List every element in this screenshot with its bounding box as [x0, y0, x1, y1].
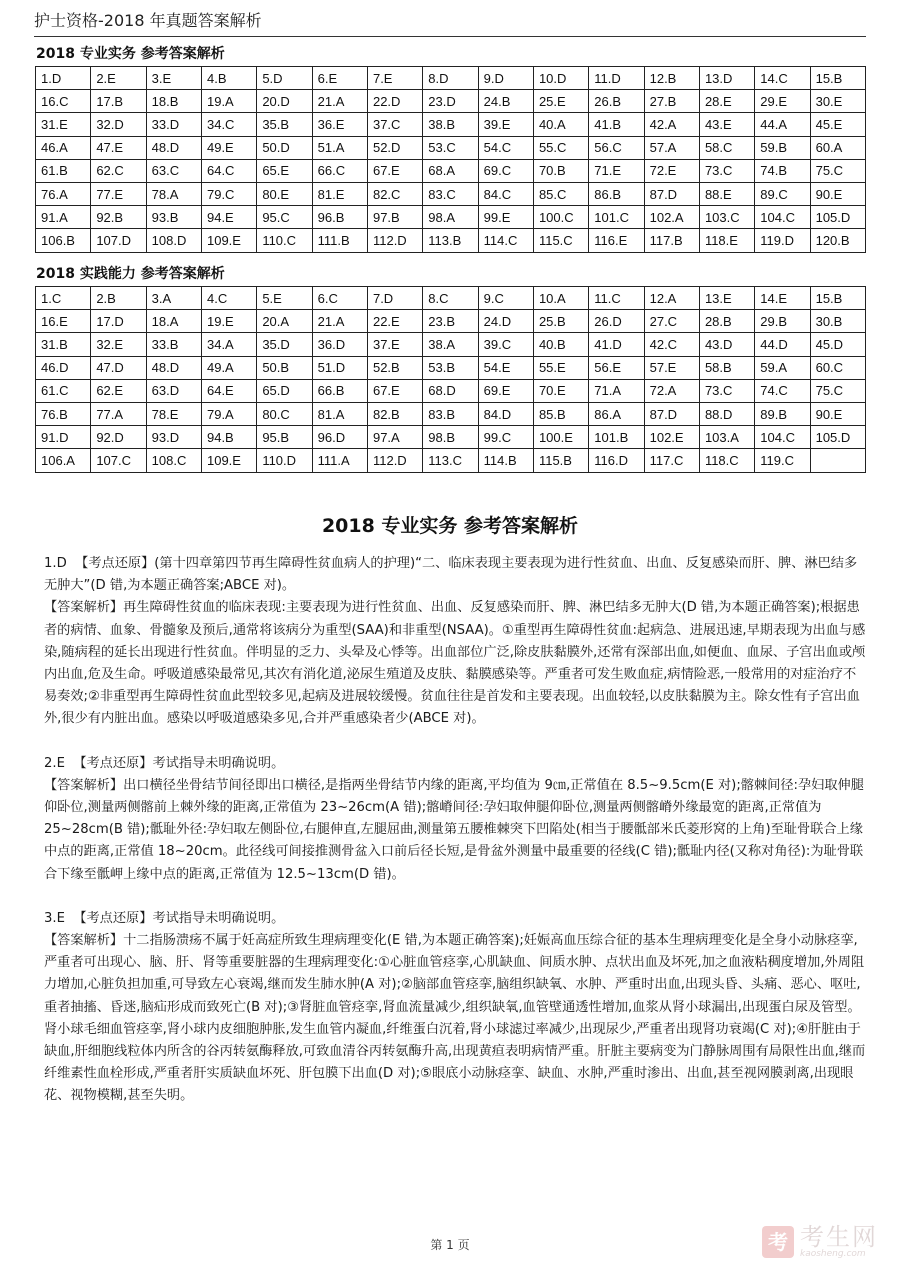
answer-cell: 42.C: [644, 333, 699, 356]
answer-cell: 7.D: [367, 287, 422, 310]
q1-number: 1.D: [44, 556, 67, 571]
answer-cell: 40.B: [533, 333, 588, 356]
answer-cell: 14.C: [755, 67, 810, 90]
q2-number: 2.E: [44, 755, 65, 771]
answer-cell: 25.E: [533, 90, 588, 113]
answer-cell: 49.A: [201, 356, 256, 379]
q1-kp-text: (第十四章第四节再生障碍性贫血病人的护理)“二、临床表现主要表现为进行性贫血、出血、反复感染而肝、脾、淋巴结多无肿大”(D 错,为本题正确答案;ABCE 对)。: [44, 556, 858, 594]
answer-cell: 6.C: [312, 287, 367, 310]
answer-cell: 95.B: [257, 426, 312, 449]
answer-cell: 17.B: [91, 90, 146, 113]
answer-cell: 102.A: [644, 206, 699, 229]
table-row: [36, 113, 866, 136]
answer-cell: 75.C: [810, 379, 865, 402]
answer-cell: 77.E: [91, 182, 146, 205]
answer-cell: 98.B: [423, 426, 478, 449]
answer-cell: 47.E: [91, 136, 146, 159]
answer-cell: 68.D: [423, 379, 478, 402]
answer-cell: 93.B: [146, 206, 201, 229]
answer-cell: 113.C: [423, 449, 478, 472]
answer-cell: 56.C: [589, 136, 644, 159]
answer-cell: 74.B: [755, 159, 810, 182]
q3-ans-tag: 【答案解析】: [44, 933, 124, 949]
q1-ans-text: 再生障碍性贫血的临床表现:主要表现为进行性贫血、出血、反复感染而肝、脾、淋巴结多无肿大(D 错,为本题正确答案);根据患者的病情、血象、骨髓象及预后,通常将该病分为重型(SAA)和非重型(NSAA)。①重型再生障碍性贫血:起病急、进展迅速,早期表现为出血与感染,随病程的延长出现进行性贫血。伴明显的乏力、头晕及心悸等。出血部位广泛,除皮肤黏膜外,还常有深部出血,如便血、血尿、子宫出血或颅内出血,危及生命。呼吸道感染最常见,其次有消化道,泌尿生殖道及皮肤、黏膜感染等。严重者可发生败血症,病情险恶,一般常用的对症治疗不易奏效;②非重型再生障碍性贫血此型较多见,起病及进展较缓慢。贫血往往是首发和主要表现。出血较轻,以皮肤黏膜为主。除女性有子宫出血外,很少有内脏出血。感染以呼吸道感染多见,合并严重感染者少(ABCE 对)。: [44, 600, 866, 727]
answer-cell: 47.D: [91, 356, 146, 379]
answer-cell: 53.C: [423, 136, 478, 159]
answer-cell: 97.A: [367, 426, 422, 449]
answer-cell: 26.B: [589, 90, 644, 113]
page-header-title: 护士资格-2018 年真题答案解析: [34, 11, 262, 30]
answer-cell: 10.A: [533, 287, 588, 310]
answer-table-practical-ability: [35, 286, 866, 473]
answer-cell: 41.B: [589, 113, 644, 136]
q2-kp-text: 考试指导未明确说明。: [152, 755, 285, 771]
answer-cell: 66.B: [312, 379, 367, 402]
answer-cell: 111.A: [312, 449, 367, 472]
answer-cell: 8.D: [423, 67, 478, 90]
answer-cell: 85.C: [533, 182, 588, 205]
table-row: [36, 136, 866, 159]
answer-cell: 81.E: [312, 182, 367, 205]
answer-cell: 115.C: [533, 229, 588, 252]
answer-cell: 75.C: [810, 159, 865, 182]
q1-knowledge-point: [44, 553, 866, 597]
answer-cell: 118.C: [699, 449, 754, 472]
answer-cell: 46.D: [36, 356, 91, 379]
answer-cell: 87.D: [644, 402, 699, 425]
answer-cell: 93.D: [146, 426, 201, 449]
answer-cell: 107.C: [91, 449, 146, 472]
watermark-logo: [762, 1225, 878, 1259]
answer-cell: 32.E: [91, 333, 146, 356]
answer-cell: 35.B: [257, 113, 312, 136]
table-row: [36, 426, 866, 449]
answer-cell: 9.D: [478, 67, 533, 90]
table-row: [36, 402, 866, 425]
answer-cell: 71.A: [589, 379, 644, 402]
answer-cell: 119.C: [755, 449, 810, 472]
answer-cell: 92.B: [91, 206, 146, 229]
answer-cell: 4.B: [201, 67, 256, 90]
answer-cell: 81.A: [312, 402, 367, 425]
answer-cell: 109.E: [201, 229, 256, 252]
answer-cell: 65.D: [257, 379, 312, 402]
answer-cell: 102.E: [644, 426, 699, 449]
answer-table-professional-practice: [35, 66, 866, 253]
answer-cell: 70.E: [533, 379, 588, 402]
answer-cell: 1.D: [36, 67, 91, 90]
answer-cell: 83.C: [423, 182, 478, 205]
answer-cell: 33.B: [146, 333, 201, 356]
answer-cell: 106.B: [36, 229, 91, 252]
answer-cell: 51.D: [312, 356, 367, 379]
answer-cell: 14.E: [755, 287, 810, 310]
answer-cell: 5.E: [257, 287, 312, 310]
answer-cell: 1.C: [36, 287, 91, 310]
answer-cell: 115.B: [533, 449, 588, 472]
answer-cell: 40.A: [533, 113, 588, 136]
answer-cell: 60.A: [810, 136, 865, 159]
answer-cell: 23.D: [423, 90, 478, 113]
answer-cell: 48.D: [146, 356, 201, 379]
answer-cell: 7.E: [367, 67, 422, 90]
answer-cell: 119.D: [755, 229, 810, 252]
answer-cell: 29.B: [755, 310, 810, 333]
answer-cell: 111.B: [312, 229, 367, 252]
answer-cell: 78.A: [146, 182, 201, 205]
table-row: [36, 356, 866, 379]
answer-cell: 42.A: [644, 113, 699, 136]
q3-answer-analysis: [44, 930, 866, 1108]
answer-cell: 53.B: [423, 356, 478, 379]
answer-cell: 28.B: [699, 310, 754, 333]
page-number: 第 1 页: [430, 1238, 470, 1252]
q2-ans-tag: 【答案解析】: [44, 777, 124, 793]
answer-cell: 94.B: [201, 426, 256, 449]
answer-cell: 63.D: [146, 379, 201, 402]
logo-text: [800, 1225, 878, 1259]
answer-cell: 103.C: [699, 206, 754, 229]
answer-cell: 2.B: [91, 287, 146, 310]
answer-cell: 19.A: [201, 90, 256, 113]
answer-cell: 25.B: [533, 310, 588, 333]
answer-cell: 43.E: [699, 113, 754, 136]
answer-cell: 82.B: [367, 402, 422, 425]
answer-cell: 64.E: [201, 379, 256, 402]
answer-cell: 74.C: [755, 379, 810, 402]
answer-cell: 100.C: [533, 206, 588, 229]
answer-cell: 36.E: [312, 113, 367, 136]
answer-cell: 89.C: [755, 182, 810, 205]
answer-cell: 13.D: [699, 67, 754, 90]
answer-cell: 104.C: [755, 206, 810, 229]
answer-cell: 16.E: [36, 310, 91, 333]
answer-cell: 76.A: [36, 182, 91, 205]
answer-cell: 80.E: [257, 182, 312, 205]
section-label-professional-practice: 2018 专业实务 参考答案解析: [36, 46, 225, 62]
answer-cell: 17.D: [91, 310, 146, 333]
q3-number: 3.E: [44, 910, 65, 926]
answer-cell: 4.C: [201, 287, 256, 310]
answer-cell: 61.C: [36, 379, 91, 402]
answer-cell: 97.B: [367, 206, 422, 229]
answer-cell: 62.C: [91, 159, 146, 182]
q1-kp-tag: 【考点还原】: [75, 556, 155, 571]
answer-cell: 60.C: [810, 356, 865, 379]
answer-cell: 116.D: [589, 449, 644, 472]
answer-cell: 29.E: [755, 90, 810, 113]
answer-cell: 37.C: [367, 113, 422, 136]
answer-cell: 54.E: [478, 356, 533, 379]
answer-cell: 99.E: [478, 206, 533, 229]
answer-cell: 20.D: [257, 90, 312, 113]
answer-cell: 98.A: [423, 206, 478, 229]
answer-cell: 82.C: [367, 182, 422, 205]
answer-cell: 39.C: [478, 333, 533, 356]
answer-cell: 52.D: [367, 136, 422, 159]
answer-cell: 55.C: [533, 136, 588, 159]
answer-cell: 58.B: [699, 356, 754, 379]
table-row: [36, 287, 866, 310]
answer-cell: 112.D: [367, 229, 422, 252]
answer-cell: 36.D: [312, 333, 367, 356]
logo-icon: 考: [762, 1226, 794, 1258]
answer-cell: 72.A: [644, 379, 699, 402]
answer-cell: 90.E: [810, 402, 865, 425]
answer-cell: 10.D: [533, 67, 588, 90]
answer-cell: 69.C: [478, 159, 533, 182]
answer-cell: 70.B: [533, 159, 588, 182]
answer-cell: 71.E: [589, 159, 644, 182]
answer-cell: 108.D: [146, 229, 201, 252]
table-row: [36, 229, 866, 252]
answer-cell: 79.A: [201, 402, 256, 425]
answer-cell: 59.B: [755, 136, 810, 159]
answer-cell: 103.A: [699, 426, 754, 449]
page-title: 2018 专业实务 参考答案解析: [321, 515, 579, 537]
answer-cell: 11.C: [589, 287, 644, 310]
answer-cell: 24.D: [478, 310, 533, 333]
answer-cell: 86.B: [589, 182, 644, 205]
table-row: [36, 333, 866, 356]
answer-cell: 56.E: [589, 356, 644, 379]
answer-cell: 27.C: [644, 310, 699, 333]
answer-cell: 38.B: [423, 113, 478, 136]
answer-cell: 67.E: [367, 159, 422, 182]
answer-cell: 20.A: [257, 310, 312, 333]
answer-cell: 18.A: [146, 310, 201, 333]
answer-cell: 2.E: [91, 67, 146, 90]
table-row: [36, 449, 866, 472]
answer-cell: 99.C: [478, 426, 533, 449]
table-row: [36, 379, 866, 402]
answer-cell: 110.D: [257, 449, 312, 472]
logo-url: kaosheng.com: [800, 1249, 866, 1259]
analysis-content: [44, 553, 866, 1108]
answer-cell: 79.C: [201, 182, 256, 205]
answer-cell: 63.C: [146, 159, 201, 182]
answer-cell: 27.B: [644, 90, 699, 113]
answer-cell: 24.B: [478, 90, 533, 113]
answer-cell: 113.B: [423, 229, 478, 252]
answer-cell: 64.C: [201, 159, 256, 182]
answer-cell: 26.D: [589, 310, 644, 333]
answer-cell: 21.A: [312, 310, 367, 333]
answer-cell: 45.E: [810, 113, 865, 136]
answer-cell: 23.B: [423, 310, 478, 333]
answer-cell: 68.A: [423, 159, 478, 182]
q3-knowledge-point: [44, 908, 866, 930]
answer-cell: 3.A: [146, 287, 201, 310]
q3-ans-text: 十二指肠溃疡不属于妊高症所致生理病理变化(E 错,为本题正确答案);妊娠高血压综合征的基本生理病理变化是全身小动脉痉挛,严重者可出现心、脑、肝、肾等重要脏器的生理病理变化:①心脏血管痉挛,心肌缺血、间质水肿、点状出血及坏死,加之血液粘稠度增加,外周阻力增加,心脏负担加重,可导致左心衰竭,继而发生肺水肿(A 对);②脑部血管痉挛,脑组织缺氧、水肿、严重时出血,出现头昏、头痛、恶心、呕吐,重者抽搐、昏迷,脑疝形成而致死亡(B 对);③肾脏血管痉挛,肾血流量减少,组织缺氧,血管壁通透性增加,血浆从肾小球漏出,出现蛋白尿及管型。肾小球毛细血管痉挛,肾小球内皮细胞肿胀,发生血管内凝血,纤维蛋白沉着,肾小球滤过率减少,出现尿少,严重者出现肾功衰竭(C 对);④肝脏由于缺血,肝细胞线粒体内所含的谷丙转氨酶释放,可致血清谷丙转氨酶升高,出现黄疸表明病情严重。肝脏主要病变为门静脉周围有局限性出血,继而纤维素性血栓形成,严重者肝实质缺血坏死、肝包膜下出血(D 对);⑤眼底小动脉痉挛、缺血、水肿,严重时渗出、出血,甚至视网膜剥离,出现眼花、视物模糊,甚至失明。: [44, 933, 866, 1104]
answer-cell: 30.E: [810, 90, 865, 113]
answer-cell: 12.B: [644, 67, 699, 90]
answer-cell: 110.C: [257, 229, 312, 252]
answer-cell: 46.A: [36, 136, 91, 159]
q2-kp-tag: 【考点还原】: [73, 755, 153, 771]
answer-cell: 109.E: [201, 449, 256, 472]
answer-cell: 43.D: [699, 333, 754, 356]
answer-cell: 16.C: [36, 90, 91, 113]
answer-cell: 57.E: [644, 356, 699, 379]
answer-cell: 105.D: [810, 206, 865, 229]
answer-cell: 62.E: [91, 379, 146, 402]
q3-kp-text: 考试指导未明确说明。: [152, 910, 285, 926]
answer-cell: 101.C: [589, 206, 644, 229]
answer-cell: 50.D: [257, 136, 312, 159]
answer-cell: 32.D: [91, 113, 146, 136]
answer-cell: 34.A: [201, 333, 256, 356]
answer-cell: 91.A: [36, 206, 91, 229]
answer-cell: 117.C: [644, 449, 699, 472]
answer-cell: 44.D: [755, 333, 810, 356]
answer-cell: 108.C: [146, 449, 201, 472]
answer-cell: 18.B: [146, 90, 201, 113]
answer-cell: 76.B: [36, 402, 91, 425]
answer-cell: 61.B: [36, 159, 91, 182]
answer-cell: 8.C: [423, 287, 478, 310]
answer-cell: 21.A: [312, 90, 367, 113]
answer-cell: 35.D: [257, 333, 312, 356]
answer-cell: 45.D: [810, 333, 865, 356]
answer-cell: 84.D: [478, 402, 533, 425]
answer-cell: 77.A: [91, 402, 146, 425]
answer-cell: 54.C: [478, 136, 533, 159]
answer-cell: 107.D: [91, 229, 146, 252]
answer-cell: 80.C: [257, 402, 312, 425]
answer-cell: 33.D: [146, 113, 201, 136]
answer-cell: 11.D: [589, 67, 644, 90]
answer-cell: 85.B: [533, 402, 588, 425]
answer-cell: 118.E: [699, 229, 754, 252]
answer-cell: 88.D: [699, 402, 754, 425]
logo-name: 考生网: [800, 1223, 878, 1251]
answer-cell: 22.E: [367, 310, 422, 333]
section-label-practical-ability: 2018 实践能力 参考答案解析: [36, 266, 225, 282]
answer-cell: 116.E: [589, 229, 644, 252]
table-row: [36, 159, 866, 182]
answer-cell: 59.A: [755, 356, 810, 379]
answer-cell: 57.A: [644, 136, 699, 159]
answer-cell: 34.C: [201, 113, 256, 136]
answer-cell: 58.C: [699, 136, 754, 159]
answer-cell: 52.B: [367, 356, 422, 379]
answer-cell: 114.B: [478, 449, 533, 472]
answer-cell: 114.C: [478, 229, 533, 252]
q2-knowledge-point: [44, 753, 866, 775]
q1-ans-tag: 【答案解析】: [44, 600, 124, 616]
answer-cell: 96.D: [312, 426, 367, 449]
answer-cell: 51.A: [312, 136, 367, 159]
answer-cell: 100.E: [533, 426, 588, 449]
answer-cell: 91.D: [36, 426, 91, 449]
answer-cell: 84.C: [478, 182, 533, 205]
answer-cell: [810, 449, 865, 472]
answer-cell: 55.E: [533, 356, 588, 379]
answer-cell: 5.D: [257, 67, 312, 90]
answer-cell: 6.E: [312, 67, 367, 90]
answer-cell: 48.D: [146, 136, 201, 159]
answer-cell: 39.E: [478, 113, 533, 136]
answer-cell: 90.E: [810, 182, 865, 205]
q3-kp-tag: 【考点还原】: [73, 910, 153, 926]
answer-cell: 73.C: [699, 379, 754, 402]
answer-cell: 105.D: [810, 426, 865, 449]
answer-cell: 15.B: [810, 67, 865, 90]
answer-cell: 117.B: [644, 229, 699, 252]
answer-cell: 49.E: [201, 136, 256, 159]
answer-cell: 22.D: [367, 90, 422, 113]
answer-cell: 106.A: [36, 449, 91, 472]
answer-cell: 73.C: [699, 159, 754, 182]
answer-cell: 41.D: [589, 333, 644, 356]
answer-cell: 87.D: [644, 182, 699, 205]
table-row: [36, 206, 866, 229]
answer-cell: 31.B: [36, 333, 91, 356]
answer-cell: 15.B: [810, 287, 865, 310]
answer-cell: 67.E: [367, 379, 422, 402]
answer-cell: 96.B: [312, 206, 367, 229]
answer-cell: 9.C: [478, 287, 533, 310]
answer-cell: 89.B: [755, 402, 810, 425]
answer-cell: 50.B: [257, 356, 312, 379]
answer-cell: 86.A: [589, 402, 644, 425]
answer-cell: 66.C: [312, 159, 367, 182]
answer-cell: 92.D: [91, 426, 146, 449]
answer-cell: 13.E: [699, 287, 754, 310]
page-header: [34, 8, 866, 37]
q1-answer-analysis: [44, 597, 866, 730]
answer-cell: 120.B: [810, 229, 865, 252]
answer-cell: 69.E: [478, 379, 533, 402]
answer-cell: 112.D: [367, 449, 422, 472]
answer-cell: 104.C: [755, 426, 810, 449]
table-row: [36, 90, 866, 113]
answer-cell: 28.E: [699, 90, 754, 113]
table-row: [36, 310, 866, 333]
answer-cell: 38.A: [423, 333, 478, 356]
table-row: [36, 182, 866, 205]
answer-cell: 78.E: [146, 402, 201, 425]
answer-cell: 3.E: [146, 67, 201, 90]
answer-cell: 94.E: [201, 206, 256, 229]
answer-cell: 12.A: [644, 287, 699, 310]
answer-cell: 65.E: [257, 159, 312, 182]
answer-cell: 37.E: [367, 333, 422, 356]
q2-ans-text: 出口横径坐骨结节间径即出口横径,是指两坐骨结节内缘的距离,平均值为 9㎝,正常值在 8.5~9.5cm(E 对);髂棘间径:孕妇取伸腿仰卧位,测量两侧髂前上棘外缘的距离,正常值为 23~26cm(A 错);髂嵴间径:孕妇取伸腿仰卧位,测量两侧髂嵴外缘最宽的距离,正常值为 25~28cm(B 错);骶耻外径:孕妇取左侧卧位,右腿伸直,左腿屈曲,测量第五腰椎棘突下凹陷处(相当于腰骶部米氏菱形窝的上角)至耻骨联合上缘中点的距离,正常值 18~20cm。此径线可间接推测骨盆入口前后径长短,是骨盆外测量中最重要的径线(C 错);骶耻内径(又称对角径):为耻骨联合下缘至骶岬上缘中点的距离,正常值为 12.5~13cm(D 错)。: [44, 777, 864, 882]
answer-cell: 19.E: [201, 310, 256, 333]
answer-cell: 44.A: [755, 113, 810, 136]
answer-cell: 101.B: [589, 426, 644, 449]
q2-answer-analysis: [44, 775, 866, 886]
answer-cell: 88.E: [699, 182, 754, 205]
answer-cell: 30.B: [810, 310, 865, 333]
answer-cell: 83.B: [423, 402, 478, 425]
answer-cell: 95.C: [257, 206, 312, 229]
answer-cell: 72.E: [644, 159, 699, 182]
answer-cell: 31.E: [36, 113, 91, 136]
table-row: [36, 67, 866, 90]
